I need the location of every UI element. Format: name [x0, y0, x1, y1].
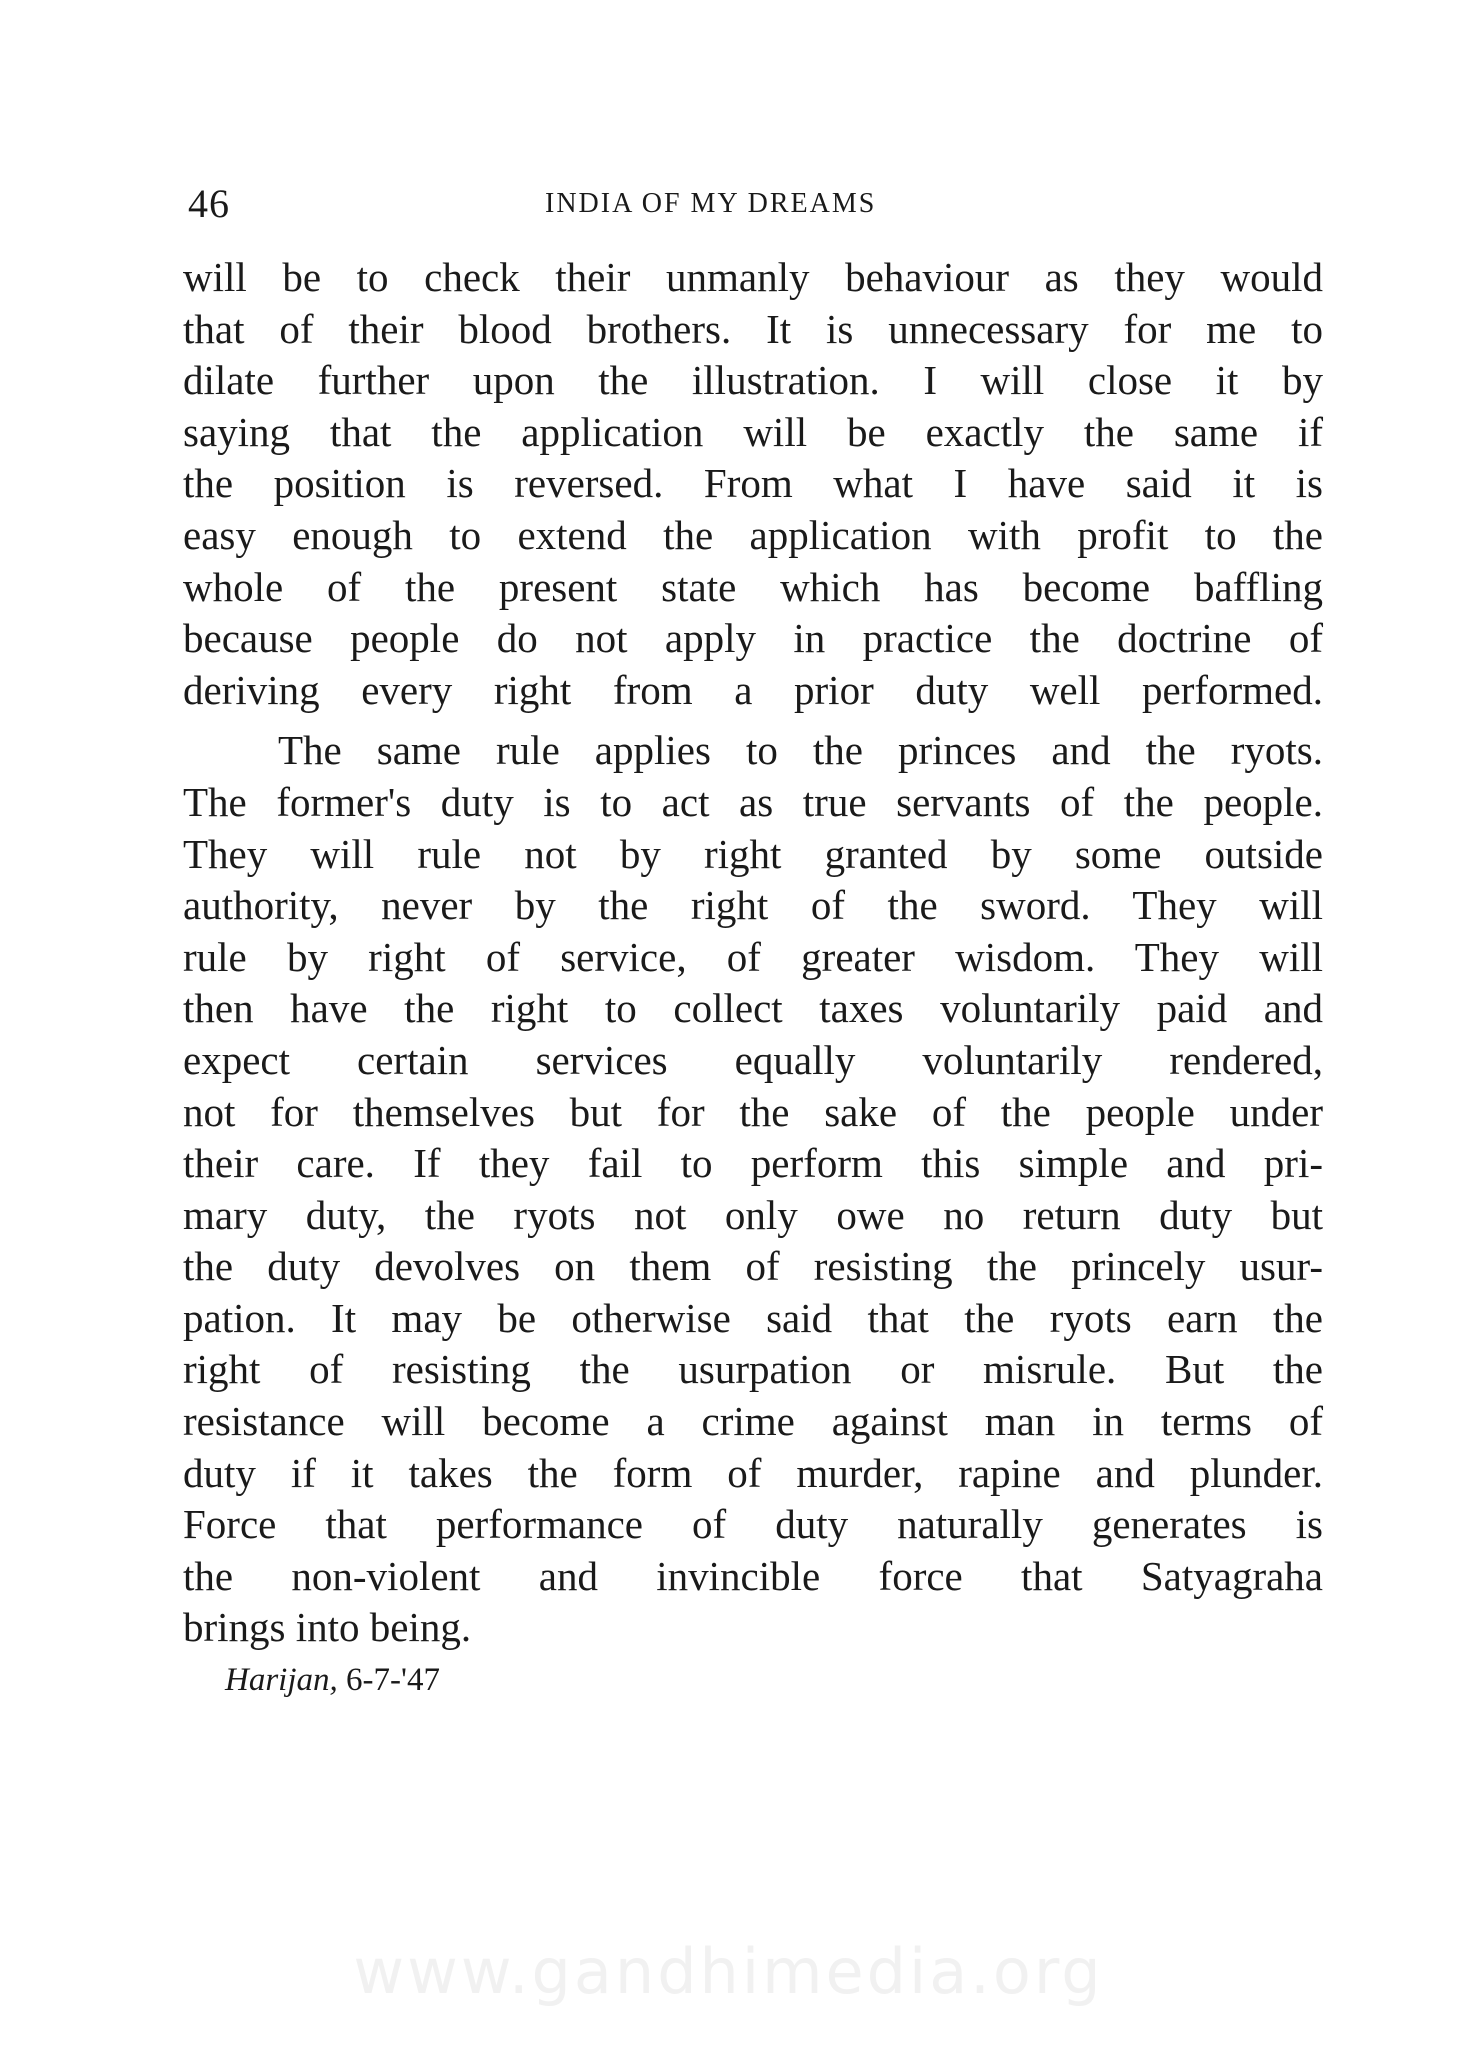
text-line: authority, never by the right of the sword. They will — [183, 882, 1323, 929]
text-line: saying that the application will be exactly the same if — [183, 408, 1323, 455]
text-line: whole of the present state which has become baffling — [183, 563, 1323, 610]
text-line: deriving every right from a prior duty well performed. — [183, 666, 1323, 713]
running-head: INDIA OF MY DREAMS — [545, 188, 877, 219]
text-line: duty if it takes the form of murder, rapine and plunder. — [183, 1449, 1323, 1496]
text-line: expect certain services equally voluntarily rendered, — [183, 1036, 1323, 1083]
text-line: dilate further upon the illustration. I will close it by — [183, 357, 1323, 404]
watermark: www.gandhimedia.org — [353, 1935, 1104, 2008]
text-line: Force that performance of duty naturally generates is — [183, 1501, 1323, 1548]
text-line: then have the right to collect taxes voluntarily paid and — [183, 985, 1323, 1032]
text-line: easy enough to extend the application with profit to the — [183, 511, 1323, 558]
text-line: the duty devolves on them of resisting the princely usur- — [183, 1243, 1323, 1290]
text-line: not for themselves but for the sake of the people under — [183, 1088, 1323, 1135]
text-line: that of their blood brothers. It is unnecessary for me to — [183, 305, 1323, 352]
text-line: resistance will become a crime against man in terms of — [183, 1398, 1323, 1445]
source-date: 6-7-'47 — [346, 1662, 440, 1698]
body-text — [183, 252, 1323, 1654]
text-line: brings into being. — [183, 1604, 472, 1651]
paragraph — [183, 725, 1323, 1654]
text-line: The same rule applies to the princes and the ryots. — [278, 727, 1323, 774]
text-line: will be to check their unmanly behaviour as they would — [183, 254, 1323, 300]
paragraph — [183, 252, 1323, 716]
source-citation — [225, 1662, 440, 1699]
text-line: the position is reversed. From what I have said it is — [183, 460, 1323, 507]
text-line: They will rule not by right granted by some outside — [183, 830, 1323, 877]
page-number: 46 — [188, 181, 230, 226]
text-line: the non-violent and invincible force that Satyagraha — [183, 1552, 1323, 1599]
text-line: The former's duty is to act as true servants of the people. — [183, 778, 1323, 825]
text-line: pation. It may be otherwise said that the ryots earn the — [183, 1294, 1323, 1341]
paragraph-gap — [183, 716, 1323, 725]
text-line: right of resisting the usurpation or misrule. But the — [183, 1346, 1323, 1393]
text-line: rule by right of service, of greater wisdom. They will — [183, 933, 1323, 980]
source-publication: Harijan, — [225, 1662, 338, 1698]
text-line: mary duty, the ryots not only owe no return duty but — [183, 1191, 1323, 1238]
text-line: their care. If they fail to perform this simple and pri- — [183, 1140, 1323, 1187]
text-line: because people do not apply in practice the doctrine of — [183, 615, 1323, 662]
